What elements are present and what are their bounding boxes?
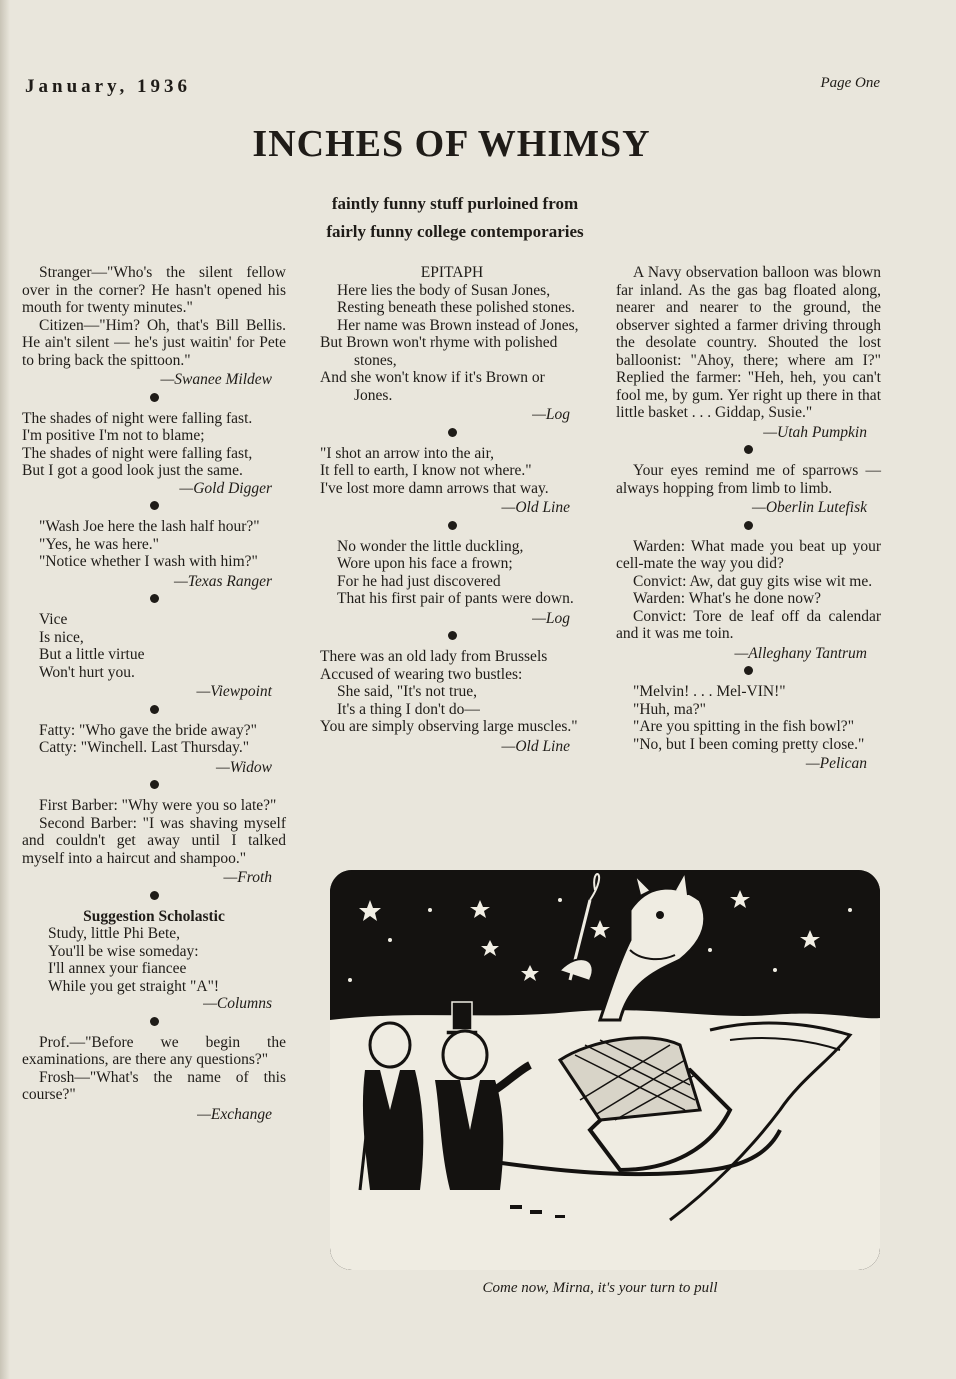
poem-line: And she won't know if it's Brown or Jones.	[320, 369, 545, 404]
joke-paragraph: A Navy observation balloon was blown far inland. As the gas bag floated along, nearer and nearer to the ground, the observer sighted a farmer driving through the desolate country. Shouted the lost balloonist: "Ahoy, there; where am I?" Replied the farmer: "Heh, heh, you can't fool me, by gum. Yer right up there in that little basket . . . Giddap, Susie."	[616, 264, 881, 421]
poem-line: Is nice,	[39, 628, 84, 646]
sleigh-cartoon-icon	[330, 870, 880, 1270]
page-title: INCHES OF WHIMSY	[252, 123, 651, 165]
joke-paragraph: Fatty: "Who gave the bride away?"	[39, 721, 257, 739]
poem-line: No wonder the little duckling,	[337, 537, 524, 555]
joke-paragraph: "Huh, ma?"	[633, 700, 706, 718]
bullet-separator-icon	[448, 631, 457, 640]
bullet-separator-icon	[150, 705, 159, 714]
joke-paragraph: Catty: "Winchell. Last Thursday."	[39, 739, 250, 756]
bullet-separator-icon	[744, 666, 753, 675]
joke-prof	[22, 1034, 286, 1124]
joke-paragraph: Citizen—"Him? Oh, that's Bill Bellis. He ain't silent — he's just waitin' for Pete to bring back the spittoon."	[22, 316, 286, 369]
poem-line: "I shot an arrow into the air,	[320, 444, 495, 462]
poem-line: It's a thing I don't do—	[337, 700, 480, 718]
joke-arrow	[320, 445, 584, 517]
poem-heading: EPITAPH	[420, 264, 484, 281]
joke-source: —Pelican	[805, 755, 867, 772]
joke-epitaph	[320, 264, 584, 424]
joke-paragraph: "Wash Joe here the lash half hour?"	[39, 518, 260, 535]
poem-line: You'll be wise someday:	[48, 942, 199, 960]
joke-paragraph: "No, but I been coming pretty close."	[633, 735, 865, 753]
joke-paragraph: Convict: Aw, dat guy gits wise wit me.	[633, 572, 873, 590]
joke-warden	[616, 538, 881, 663]
bullet-separator-icon	[448, 428, 457, 437]
page-subtitle	[305, 190, 605, 246]
bullet-separator-icon	[150, 891, 159, 900]
joke-paragraph: "Notice whether I wash with him?"	[39, 553, 258, 570]
joke-source: —Viewpoint	[196, 683, 272, 700]
poem-line: The shades of night were falling fast,	[22, 444, 253, 462]
joke-paragraph: First Barber: "Why were you so late?"	[39, 797, 277, 814]
poem-line: Here lies the body of Susan Jones,	[337, 281, 551, 299]
subtitle-line: faintly funny stuff purloined from	[331, 194, 579, 213]
bullet-separator-icon	[744, 445, 753, 454]
joke-brussels	[320, 648, 584, 755]
joke-wash	[22, 518, 286, 590]
joke-source: —Froth	[223, 869, 272, 886]
poem-line: Accused of wearing two bustles:	[320, 665, 523, 683]
joke-balloon	[616, 264, 881, 441]
poem-line: There was an old lady from Brussels	[320, 648, 548, 665]
poem-line: But Brown won't rhyme with polished stones,	[320, 334, 558, 369]
joke-paragraph: "Yes, he was here."	[39, 535, 159, 553]
poem-line: Wore upon his face a frown;	[337, 555, 513, 572]
bullet-separator-icon	[150, 780, 159, 789]
joke-paragraph: Warden: What made you beat up your cell-mate the way you did?	[616, 537, 881, 572]
joke-paragraph: Your eyes remind me of sparrows —always hopping from limb to limb.	[616, 462, 881, 497]
bullet-separator-icon	[150, 594, 159, 603]
issue-date: January, 1936	[25, 76, 192, 97]
poem-heading: Suggestion Scholastic	[83, 907, 225, 925]
poem-line: Resting beneath these polished stones.	[337, 299, 576, 316]
cartoon-caption: Come now, Mirna, it's your turn to pull	[482, 1280, 718, 1296]
joke-paragraph: "Are you spitting in the fish bowl?"	[633, 718, 855, 735]
joke-source: —Oberlin Lutefisk	[752, 499, 867, 516]
poem-line: Her name was Brown instead of Jones,	[337, 316, 579, 334]
column-1	[22, 264, 286, 1123]
poem-line: She said, "It's not true,	[337, 683, 477, 700]
joke-source: —Old Line	[501, 737, 570, 755]
poem-line: Study, little Phi Bete,	[48, 925, 181, 942]
joke-source: —Gold Digger	[179, 479, 272, 497]
poem-line: While you get straight "A"!	[48, 977, 220, 995]
poem-line: You are simply observing large muscles."	[320, 718, 578, 735]
poem-line: That his first pair of pants were down.	[337, 590, 574, 607]
joke-source: —Old Line	[501, 499, 570, 516]
joke-source: —Log	[532, 609, 570, 627]
poem-line: For he had just discovered	[337, 572, 501, 590]
poem-line: I'm positive I'm not to blame;	[22, 427, 205, 444]
joke-paragraph: Prof.—"Before we begin the examinations, are there any questions?"	[22, 1033, 286, 1068]
joke-vice	[22, 611, 286, 701]
joke-scholastic	[22, 908, 286, 1013]
bullet-separator-icon	[150, 393, 159, 402]
joke-stranger	[22, 264, 286, 389]
column-3	[616, 264, 881, 773]
joke-paragraph: Warden: What's he done now?	[633, 590, 822, 607]
joke-source: —Widow	[216, 758, 272, 776]
bullet-separator-icon	[150, 501, 159, 510]
joke-source: —Exchange	[197, 1105, 272, 1123]
joke-sparrows	[616, 462, 881, 517]
joke-source: —Texas Ranger	[173, 572, 272, 590]
joke-paragraph: Second Barber: "I was shaving myself and couldn't get away until I talked myself into a haircut and shampoo."	[22, 814, 286, 867]
poem-line: It fell to earth, I know not where."	[320, 462, 532, 479]
bullet-separator-icon	[150, 1017, 159, 1026]
bullet-separator-icon	[744, 521, 753, 530]
joke-source: —Columns	[203, 995, 272, 1012]
joke-melvin	[616, 683, 881, 773]
poem-line: I'll annex your fiancee	[48, 960, 187, 977]
poem-line: The shades of night were falling fast.	[22, 409, 253, 427]
page-gutter-shadow	[0, 0, 10, 1379]
joke-source: —Utah Pumpkin	[763, 423, 867, 441]
joke-fatty	[22, 722, 286, 777]
joke-paragraph: Convict: Tore de leaf off da calendar and it was me toin.	[616, 607, 881, 642]
poem-line: I've lost more damn arrows that way.	[320, 479, 549, 497]
poem-line: But a little virtue	[39, 646, 145, 663]
column-2	[320, 264, 584, 755]
poem-line: But I got a good look just the same.	[22, 462, 243, 479]
joke-source: —Swanee Mildew	[160, 371, 272, 388]
joke-paragraph: "Melvin! . . . Mel-VIN!"	[633, 683, 786, 700]
page-number: Page One	[820, 75, 880, 91]
bullet-separator-icon	[448, 521, 457, 530]
joke-barber	[22, 797, 286, 887]
joke-paragraph: Stranger—"Who's the silent fellow over in the corner? He hasn't opened his mouth for twenty minutes."	[22, 264, 286, 316]
joke-paragraph: Frosh—"What's the name of this course?"	[22, 1068, 286, 1103]
joke-source: —Log	[532, 406, 570, 423]
poem-line: Vice	[39, 611, 68, 628]
poem-line: Won't hurt you.	[39, 663, 135, 681]
cartoon-illustration	[330, 870, 880, 1270]
joke-duckling	[320, 538, 584, 628]
joke-shades	[22, 410, 286, 498]
joke-source: —Alleghany Tantrum	[734, 644, 867, 662]
subtitle-line: fairly funny college contemporaries	[326, 222, 584, 241]
